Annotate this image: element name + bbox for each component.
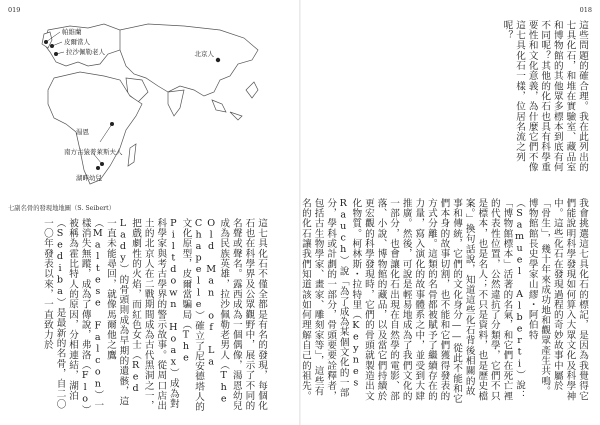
- left-page-number: 019: [8, 6, 21, 14]
- paviland-label: 帕維蘭: [62, 28, 82, 36]
- lake-turkana-label: 湖畔幼兒: [76, 174, 102, 182]
- paragraph: 這些問題的確合理。我在此列出的七具化石，和堆在實驗室、藏品室和博物館的其他眾多標本到底有何不同呢？其他的化石也具有科學重要性和文化意義，為什麼它們不像這七具化石一樣，位居名流之列呢？: [501, 20, 588, 173]
- madagascar-landmass: [128, 144, 136, 166]
- right-page-number: 018: [579, 6, 592, 14]
- right-page-bottom-text: [299, 198, 588, 404]
- figure-caption: 七副名骨的發現地地圖（S. Seibert）: [8, 205, 116, 212]
- beijing-label: 北京人: [194, 50, 214, 58]
- la-chapelle-label: 拉沙佩勒老人: [66, 48, 105, 56]
- right-page-top-text: [338, 20, 588, 180]
- sea-islands: [212, 82, 258, 120]
- paragraph: 這七具化石不僅全都是有名的發現，每個化石也在科學界及公眾觀野中，展示了不同的名聲或聲名。露西成為一個偶像，湯恩幼兒成為民族英雄，拉沙佩勒老男人（The Old Man of La Chapelle）確立了尼安德塔人的文化原型，皮爾當騙局（The Piltdown Hoax）成為對科學家與考古學界的警示故事。從周口店出土的北京人在二戰期間成為古代黑洞之一，把戲劇性的火焰，而紅色女士（Red Lady）的骨頭則成為早期的遺骸，這一直未能尋回，就像馬爾他之鷹（Maltese Falcon）一樣消失無蹤，成為了傳說，弗洛（Flo）被稱為霍比特人的原因，分相連結，湖泊（Sediba）是最新的名骨，自二〇一〇年發表以來，一直致力於: [41, 218, 267, 412]
- taung-marker: [96, 166, 100, 170]
- left-page-text: [12, 218, 267, 414]
- world-map: [8, 20, 272, 200]
- taung-label: 湯恩: [76, 128, 89, 136]
- sterkfontein-label: 南方古猿普萊斯夫人: [64, 148, 123, 156]
- piltdown-label: 皮爾當人: [64, 38, 90, 46]
- beijing-marker: [216, 58, 220, 62]
- map-figure: [8, 20, 272, 200]
- india-landmass: [168, 90, 184, 116]
- paragraph: 我會挑選這七具化石的標記，是因為我覺得它們能說明科學發現如何算入大眾文化及科學神中。這些化石在發現過程的奇妙故事中屬於「骨生」，幾十年來成功地和觀眾產生共鳴。博物館館長史學家山繆・阿伯特（Samuel Alberti）說：「博物館標本」活著的名氣，和它們在死亡裡的代表性位置，公然違抗了分類學，它們不只是標本，也是名人；不只是資料，也是歷史檔案。」換句話說，知道這些化石背後相關的故事和傳統，它們的文化身分——從此不能和它們本身的故事切割，也不能和它們獲得發表的方式分離。這類的名骨都被賦予了繼續存在的力量，寫入演化的故事體系之中，並受到大肆推廣。然後，可說是輕易地成為了我們文化的一部分，也會讓化石出現在自然學的電影、部落、小說、博物館的藏品，以及當它們持續於更宏觀的科學發現時，它們的骨頭就製造出文化物質。柯林斯・拉特里（Keynes Rauch）說「為了成為某個文化的一部分，學科或計劃的一部分，骨頭要要詮釋者，包括古生物學家、畫家、雕刻家等」，這些有名的化石讓我們知道該如何理解自己的祖先。: [299, 198, 588, 404]
